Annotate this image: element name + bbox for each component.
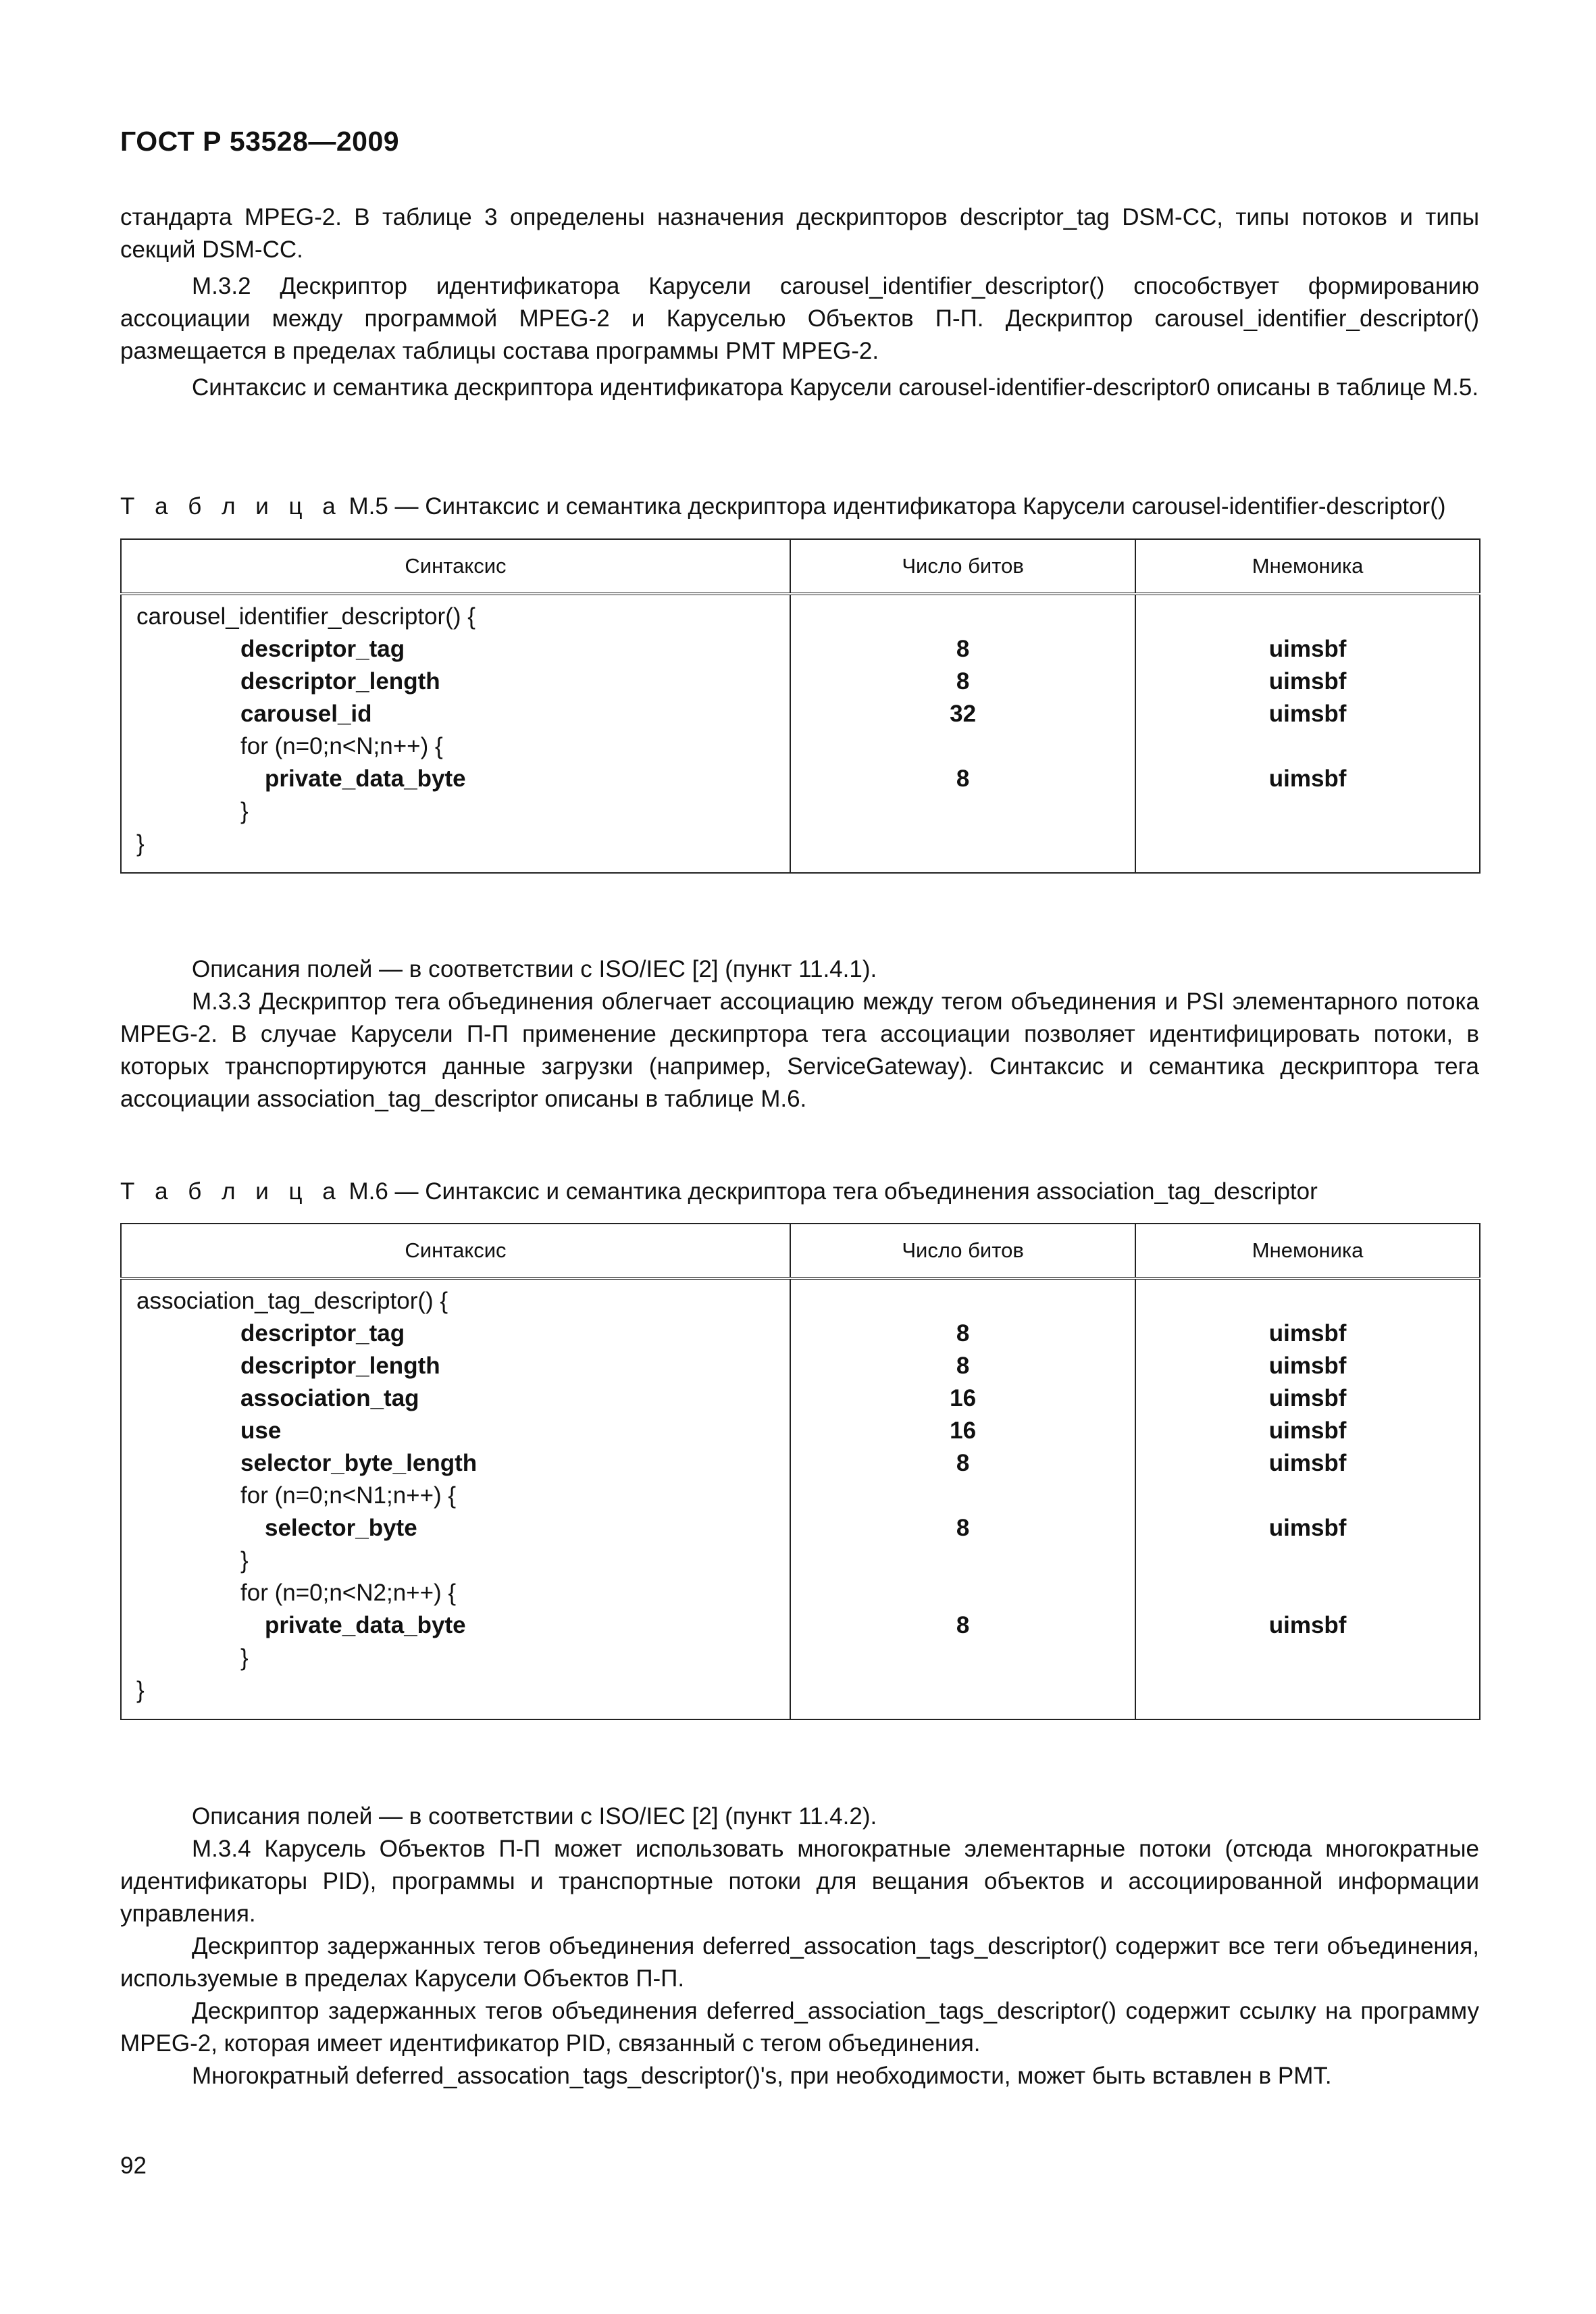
bits-value: 8 [956,1612,970,1638]
mnemonic-value [1136,1480,1479,1512]
paragraph-intro: стандарта MPEG-2. В таблице 3 определены назначения дескрипторов descriptor_tag DSM-CC, типы потоков и типы секций DSM-CC. [120,204,1479,263]
bits-value [791,1285,1135,1317]
paragraph-m34: М.3.4 Карусель Объектов П-П может использовать многократные элементарные потоки (отсюда многократные идентификаторы PID), программы и транспортные потоки для вещания объектов и ассоциированной информации управления. [120,1836,1479,1927]
bits-value [791,828,1135,860]
bits-value: 8 [956,1515,970,1541]
syntax-line: } [240,798,249,824]
mnemonic-value: uimsbf [1268,1417,1347,1444]
bits-value: 16 [950,1385,977,1411]
table-m5-caption [120,491,1479,523]
mnemonic-value: uimsbf [1268,765,1347,792]
bits-value: 32 [950,701,977,727]
mnemonic-value [1136,1674,1479,1707]
syntax-line: selector_byte_length [240,1450,478,1476]
bits-value [791,1577,1135,1609]
header-bits: Число битов [790,539,1135,594]
mnemonic-value [1136,828,1479,860]
bits-value: 8 [956,636,970,662]
mnemonic-value: uimsbf [1268,701,1347,727]
paragraph-deferred-tags-3: Многократный deferred_assocation_tags_descriptor()'s, при необходимости, может быть вставлен в PMT. [192,2063,1332,2089]
syntax-line: carousel_identifier_descriptor() { [136,603,475,630]
mnemonic-value [1136,730,1479,763]
syntax-cell [121,594,790,873]
syntax-line: selector_byte [265,1515,417,1541]
table-m6 [120,1223,1481,1720]
syntax-line: use [240,1417,282,1444]
table-m5-caption-prefix: Т а б л и ц а [120,493,342,520]
syntax-cell [121,1278,790,1719]
syntax-line: private_data_byte [265,765,466,792]
bits-value: 8 [956,668,970,695]
bits-cell [790,594,1135,873]
mnemonic-value [1136,1577,1479,1609]
header-mnemonic: Мнемоника [1135,539,1480,594]
table-m6-caption [120,1176,1479,1208]
syntax-line: association_tag [240,1385,419,1411]
mnemonic-value [1136,601,1479,633]
syntax-line: } [136,1677,145,1703]
paragraph-m32: М.3.2 Дескриптор идентификатора Карусели carousel_identifier_descriptor() способствует формированию ассоциации между программой MPEG-2 и Каруселью Объектов П-П. Дескриптор carousel_identifier_descriptor() размещается в пределах таблицы состава программы PMT MPEG-2. [120,273,1479,364]
paragraph-syntax-ref-m5: Синтаксис и семантика дескриптора идентификатора Карусели carousel-identifier-descriptor0 описаны в таблице М.5. [192,374,1479,401]
mnemonic-value [1136,1642,1479,1674]
syntax-line: descriptor_tag [240,636,405,662]
paragraph-field-desc-m6: Описания полей — в соответствии с ISO/IEC [2] (пункт 11.4.2). [192,1803,877,1830]
mnemonic-value: uimsbf [1268,1385,1347,1411]
mnemonic-value: uimsbf [1268,636,1347,662]
bits-value [791,1674,1135,1707]
paragraph-m33: М.3.3 Дескриптор тега объединения облегчает ассоциацию между тегом объединения и PSI элементарного потока MPEG-2. В случае Карусели П-П применение дескипртора тега ассоциации позволяет идентифицировать потоки, в которых транспортируются данные загрузки (например, ServiceGateway). Синтаксис и семантика дескриптора тега ассоциации association_tag_descriptor описаны в таблице М.6. [120,988,1479,1112]
header-syntax: Синтаксис [121,539,790,594]
mnemonic-value [1136,1285,1479,1317]
table-m6-caption-text: М.6 — Синтаксис и семантика дескриптора тега объединения association_tag_descriptor [342,1178,1318,1205]
mnemonic-value: uimsbf [1268,1515,1347,1541]
bits-value: 8 [956,765,970,792]
page-number: 92 [120,2153,147,2179]
header-mnemonic: Мнемоника [1135,1224,1480,1278]
bits-value [791,795,1135,828]
header-syntax: Синтаксис [121,1224,790,1278]
syntax-line: for (n=0;n<N;n++) { [240,733,443,759]
bits-value [791,730,1135,763]
table-m5-caption-text: М.5 — Синтаксис и семантика дескриптора идентификатора Карусели carousel-identifier-descriptor() [342,493,1446,520]
syntax-line: } [240,1547,249,1574]
bits-value: 8 [956,1353,970,1379]
paragraph-deferred-tags-2: Дескриптор задержанных тегов объединения deferred_association_tags_descriptor() содержит ссылку на программу MPEG-2, которая имеет идентификатор PID, связанный с тегом объединения. [120,1998,1479,2057]
paragraph-deferred-tags-1: Дескриптор задержанных тегов объединения deferred_assocation_tags_descriptor() содержит все теги объединения, используемые в пределах Карусели Объектов П-П. [120,1933,1479,1992]
standard-title: ГОСТ Р 53528—2009 [120,126,400,157]
syntax-line: descriptor_length [240,668,440,695]
mnemonic-value [1136,1544,1479,1577]
mnemonic-value: uimsbf [1268,1450,1347,1476]
table-body-row [121,1278,1480,1719]
bits-value [791,1480,1135,1512]
bits-value: 8 [956,1320,970,1347]
mnemonic-value: uimsbf [1268,1320,1347,1347]
bits-value [791,1544,1135,1577]
mnemonic-cell [1135,594,1480,873]
syntax-line: } [136,830,145,857]
mnemonic-value: uimsbf [1268,668,1347,695]
bits-cell [790,1278,1135,1719]
syntax-line: carousel_id [240,701,372,727]
paragraph-field-desc-m5: Описания полей — в соответствии с ISO/IEC [2] (пункт 11.4.1). [192,956,877,982]
table-header-row [121,1224,1480,1278]
syntax-line: descriptor_tag [240,1320,405,1347]
syntax-line: descriptor_length [240,1353,440,1379]
table-m6-caption-prefix: Т а б л и ц а [120,1178,342,1205]
table-body-row [121,594,1480,873]
syntax-line: association_tag_descriptor() { [136,1288,448,1314]
table-header-row [121,539,1480,594]
header-bits: Число битов [790,1224,1135,1278]
syntax-line: for (n=0;n<N1;n++) { [240,1482,457,1509]
bits-value [791,1642,1135,1674]
mnemonic-value [1136,795,1479,828]
mnemonic-value: uimsbf [1268,1353,1347,1379]
syntax-line: } [240,1644,249,1671]
bits-value: 8 [956,1450,970,1476]
syntax-line: private_data_byte [265,1612,466,1638]
mnemonic-cell [1135,1278,1480,1719]
mnemonic-value: uimsbf [1268,1612,1347,1638]
bits-value: 16 [950,1417,977,1444]
table-m5 [120,538,1481,874]
syntax-line: for (n=0;n<N2;n++) { [240,1580,457,1606]
bits-value [791,601,1135,633]
